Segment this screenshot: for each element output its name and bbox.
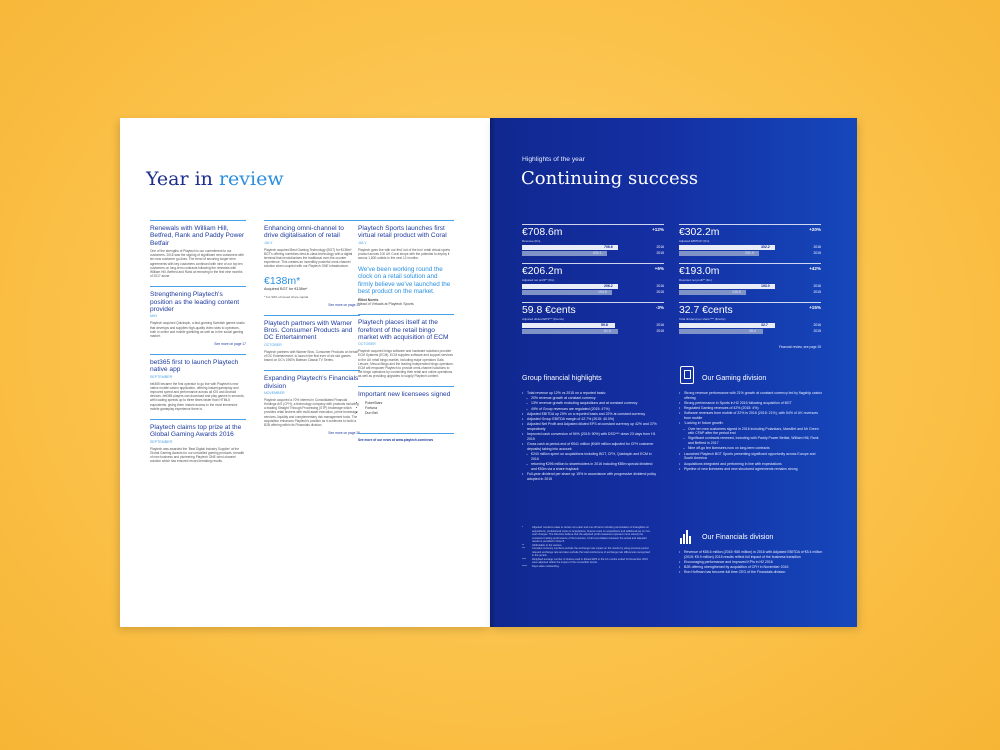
bullet-item: • Revenue of €65.6 million (2015: €60 million) in 2016 with Adjusted EBITDA of €5.4 million (2015: €5.9 million) 2016 results reflect full impact of the business transition [679, 550, 824, 559]
bullet-item: – returning €296 million to shareholders in 2016 including €85m special dividend and €50m via a share buyback [522, 462, 658, 471]
news-body: Playtech was awarded the 'Best Digital Industry Supplier' at the Global Gaming Awards for our unrivalled gaming products, breadth of new business and pioneering Playtech ONE omni-channel solution which has ensured record-breaking results. [150, 446, 245, 464]
news-heading: Expanding Playtech's Financials division [264, 375, 359, 390]
bar-value: 630.1 [593, 251, 602, 255]
bullet-item: • Acquisitions integrated and performing in line with expectations [679, 462, 824, 467]
news-item [358, 386, 454, 414]
kpi-bar-previous [522, 251, 664, 256]
licensee-list [358, 401, 454, 415]
bullet-item: – 49% of Group revenues are regulated (2015: 47%) [522, 407, 658, 412]
footnote-marker: **** [522, 557, 527, 561]
footnote-text: Weighted average number of shares used in diluted EPS in the 12 months ended 31 December 2016 were adjusted reflect the impact of the convertible bonds. [532, 557, 648, 564]
footnote-item [522, 547, 652, 558]
kpi-change: +6% [654, 266, 664, 271]
kpi-bar-chart [522, 323, 664, 335]
year-in-review-title [146, 168, 284, 190]
kpi-bar-chart [522, 284, 664, 296]
bar-year: 2015 [656, 251, 664, 255]
footnote-item [522, 526, 652, 544]
news-body: One of the strengths of Playtech is our commitment to our customers. 2016 saw the signing of significant new customers with ten new customer go-lives. The trend of securing longer term agreements with key customers continued with nine of our top ten customers on long-term contracts following the renewals with William Hill, Betfred and Rank at renewing in the first nine months of 2017 alone. [150, 249, 244, 279]
title-part-1: Year in [146, 168, 219, 190]
kpi-change: +42% [809, 266, 821, 271]
news-heading: bet365 first to launch Playtech native app [150, 358, 239, 374]
quote-title: Head of Virtuals at Playtech Sports [358, 302, 414, 307]
footnote-marker: ***** [522, 564, 528, 568]
footnote-marker: ** [522, 543, 525, 547]
bar-year: 2016 [656, 284, 664, 288]
quote-attribution [358, 298, 454, 306]
kpi-label: Adjusted diluted EPS*** (€cents) [522, 317, 564, 321]
kpi-column-right [679, 224, 821, 341]
footnote-item [522, 565, 652, 569]
news-heading: Playtech places itself at the forefront of the retail bingo market with acquisition of ECM [358, 319, 449, 341]
kpi-value: 59.8 €cents [522, 305, 576, 316]
bar-value: 135.8 [732, 290, 741, 294]
bullet-item: • Total revenue up 12% vs 2015 on a reported basis: [522, 391, 658, 396]
kpi-bar-chart [679, 323, 821, 335]
news-date: SEPTEMBER [150, 374, 173, 379]
bar-value: 61.5 [604, 329, 611, 333]
bar-value: 193.0 [761, 284, 770, 288]
bullet-item: – Significant contracts renewed, including with Paddy Power Betfair, William Hill, Rank and Betfred in 2017 [679, 436, 824, 445]
quote-name: Elliot Norris [358, 298, 379, 303]
news-date: SEPTEMBER [150, 439, 173, 444]
right-page [490, 118, 857, 627]
news-date: NOVEMBER [264, 390, 285, 395]
news-item [264, 220, 360, 307]
bullet-item: • Adjusted Net Profit and Adjusted diluted EPS at constant currency up 42% and 37% respectively [522, 422, 658, 431]
kpi-bar-previous [522, 329, 664, 334]
kpi-change: +20% [809, 227, 821, 232]
kpi-bar-current [679, 245, 821, 250]
see-more-link[interactable]: See more on page 26 [328, 430, 360, 435]
bar-value: 59.8 [601, 323, 608, 327]
footnote-text: Constant currency numbers exclude the exchange rate impact on the results by using previous period relevant exchange rate and also exclude the total cost/income of exchange rate differences recognised in the period. [532, 547, 650, 557]
kpi-bar-chart [679, 245, 821, 257]
acquisition-stat-label: Acquired BGT for €138m* [264, 286, 308, 291]
news-item [150, 354, 246, 411]
bullet-item: • Improved cash conversion of 94% (2015: 90%) with DSO*** down 23 days from H1 2015 [522, 432, 658, 441]
title-part-2: review [218, 168, 284, 190]
kpi-column-left [522, 224, 664, 341]
column-2 [264, 220, 360, 443]
kpi-label: Total dividend per share**** (€cents) [679, 317, 726, 321]
news-body: Playtech acquired Best Gaming Technology (BGT) for €138m*. BGT's offering combines best-in-class technology with a digital terminal that revolutionises the traditional over-the-counter experience. This creates an incredibly powerful omni-channel solution when coupled with our Playtech ONE infrastructure. [264, 247, 353, 269]
bullet-item: • B2B offering strengthened by acquisition of CFH in November 2016 [679, 565, 824, 570]
news-item [264, 315, 360, 363]
kpi-value: €193.0m [679, 266, 720, 277]
kpi-label: Adjusted EBITDA* (€m) [679, 239, 710, 243]
bullet-item: • Gross cash at period-end of €541 million (€469 million adjusted for CFH customer deposits) taking into account: [522, 442, 658, 451]
see-more-link[interactable]: See more on page 17 [214, 341, 246, 346]
bar-year: 2016 [813, 284, 821, 288]
news-date: OCTOBER [358, 342, 376, 347]
kpi-bar-chart [679, 284, 821, 296]
bullet-item: – €240 million spent on acquisitions including BGT, CFH, Quickspin and ECM in 2016 [522, 452, 658, 461]
bar-value: 706.6 [604, 245, 613, 249]
column-1 [150, 220, 246, 471]
gaming-division-list [679, 391, 824, 472]
footnote-text: Days sales outstanding. [532, 564, 560, 568]
highlights-title: Continuing success [521, 168, 699, 189]
acquisition-stat: €138m* [264, 274, 301, 287]
footnotes [522, 526, 652, 568]
kpi-block [522, 302, 664, 341]
kpi-bar-previous [679, 251, 821, 256]
licensee-item: • Fortuna [365, 406, 454, 410]
bullet-item: • Adjusted EBITDA up 20% on a reported basis and 22% at constant currency [522, 412, 658, 417]
news-item [150, 419, 246, 463]
kpi-value: €206.2m [522, 266, 563, 277]
bar-year: 2016 [656, 245, 664, 249]
bar-value: 206.2 [604, 284, 613, 288]
kpi-label: Revenue (€m) [522, 239, 541, 243]
kpi-change: +12% [652, 227, 664, 232]
bullet-item: – Nine off-go ten licensees now on long-term contracts [679, 446, 824, 451]
bar-year: 2016 [813, 323, 821, 327]
highlights-kicker: Highlights of the year [522, 156, 585, 163]
bar-year: 2015 [656, 329, 664, 333]
news-heading: Playtech partners with Warner Bros. Consumer Products and DC Entertainment [264, 319, 353, 342]
bullet-item: • Software revenues from mobile of 22% in 2016 (2015: 21%), with 54% of UK revenues from mobile [679, 411, 824, 420]
kpi-bar-current [679, 284, 821, 289]
bullet-item: – Over ten new customers signed in 2016 including Polarstars, MarsBet and Mr Green with CFAP after the period end [679, 427, 824, 436]
kpi-bar-current [522, 323, 664, 328]
news-date: OCTOBER [264, 342, 282, 347]
licensee-item: • PokerStars [365, 401, 454, 405]
kpi-bar-current [522, 284, 664, 289]
pull-quote: We've been working round the clock on a retail solution and firmly believe we've launched the best product on the market. [358, 266, 451, 295]
footnote-text: Attributable to the owners. [532, 543, 563, 547]
kpi-bar-previous [679, 329, 821, 334]
kpi-block [679, 302, 821, 341]
news-item [150, 286, 246, 346]
news-heading: Important new licensees signed [358, 391, 451, 399]
bar-year: 2015 [813, 251, 821, 255]
bar-value: 28.4 [749, 329, 756, 333]
gaming-division-heading: Our Gaming division [702, 374, 767, 382]
footnote-item [522, 558, 652, 565]
footnote-marker: * [522, 526, 524, 529]
bar-value: 194.8 [598, 290, 607, 294]
kpi-label: Reported net profit** (€m) [679, 278, 712, 282]
kpi-block [679, 224, 821, 263]
news-link[interactable]: See more of our news at www.playtech.com/news [358, 437, 434, 442]
news-body: Playtech acquired bingo software and hardware solutions provider ECM Systems (ECM). ECM supplies software and support services to the UK retail bingo market, including major operators Gala Leisure, Mecca Bingo and the leading independent bingo operators. ECM will empower Playtech to provide omni-channel solutions to the bingo operators by connecting their retail and online operations as well as providing upgrades to supply Playtech content. [358, 349, 454, 379]
kpi-bar-current [679, 323, 821, 328]
group-financial-heading: Group financial highlights [522, 374, 602, 382]
see-more-link[interactable]: See more on page 23 [328, 302, 360, 307]
bullet-item: • Ron Hoffman has become full time CEO of the Financials division [679, 570, 824, 575]
bullet-item: • 'Locking in' future growth: [679, 421, 824, 426]
book-spine-shadow [490, 118, 496, 627]
news-heading: Renewals with William Hill, Betfred, Rank and Paddy Power Betfair [150, 225, 245, 247]
bar-year: 2015 [813, 329, 821, 333]
bar-year: 2015 [656, 290, 664, 294]
news-body: Playtech acquired a 70% interest in Consolidated Financial Holdings A/S (CFH), a technology company with products including a leading Straight Through Processing (STP) brokerage which provides retail brokers with multi-asset execution, prime brokerage services, liquidity and complementary risk management tools. The acquisition enhances Playtech's position as it continues to build a B2B offering within its Financials division. [264, 397, 359, 427]
kpi-value: €708.6m [522, 227, 563, 238]
bullet-item: – 13% revenue growth excluding acquisitions and at constant currency [522, 401, 658, 406]
column-3 [358, 220, 454, 450]
news-date: JULY [264, 240, 273, 245]
bar-chart-icon [680, 528, 692, 544]
news-body: bet365 became the first operator to go live with Playtech's new native mobile casino application, offering instant gameplay and improved speed and performance across all iOS and Android devices. bet365 players can download and play games in seconds, with loading speeds up to three times faster than HTML5 equivalents, giving them instant access to the most immersive mobile gameplay experience there is. [150, 381, 245, 411]
news-body: Playtech acquired Quickspin, a fast-growing Swedish games studio that develops and supplies high-quality video slots to operators, both in online and mobile gambling as well as in the social gaming market. [150, 321, 245, 338]
bar-year: 2016 [813, 245, 821, 249]
news-link-block [358, 433, 454, 442]
financials-division-list [679, 550, 824, 576]
group-financial-list [522, 391, 658, 482]
news-heading: Playtech Sports launches first virtual retail product with Coral [358, 225, 447, 240]
bullet-item: • Full-year dividend per share up 15% in accordance with progressive dividend policy adopted in 2015 [522, 472, 658, 481]
left-page [120, 118, 490, 627]
news-heading: Enhancing omni-channel to drive digitalisation of retail [264, 225, 344, 240]
bar-year: 2016 [656, 323, 664, 327]
news-date: MAY [150, 314, 158, 319]
kpi-change: -3% [655, 305, 664, 310]
bullet-item: • Strong performance in Sports in H2 2016 following acquisition of BGT [679, 401, 824, 406]
licensee-item: • Dun Bet [365, 411, 454, 415]
kpi-block [679, 263, 821, 302]
kpi-value: €302.2m [679, 227, 720, 238]
kpi-label: Adjusted net profit** (€m) [522, 278, 555, 282]
footnote: * For 90% of issued share capital. [264, 294, 309, 299]
kpi-bar-chart [522, 245, 664, 257]
kpi-block [522, 224, 664, 263]
news-heading: Playtech claims top prize at the Global Gaming Awards 2016 [150, 423, 242, 439]
kpi-change: +15% [809, 305, 821, 310]
news-body: Playtech goes live with our first 'out of the box' retail virtual sports product across 100 UK Coral shops with the potential to deploy it across 1,800 outlets in the next 12 months. [358, 247, 450, 261]
bar-value: 32.7 [761, 323, 768, 327]
news-item [264, 370, 360, 435]
bar-value: 302.2 [761, 245, 770, 249]
bar-year: 2015 [813, 290, 821, 294]
bar-value: 251.9 [745, 251, 754, 255]
kpi-block [522, 263, 664, 302]
news-item [358, 220, 454, 306]
kpi-bar-previous [522, 290, 664, 295]
kpi-bar-previous [679, 290, 821, 295]
bullet-item: • Launched Playtech BGT Sports presenting significant opportunity across Europe and South America [679, 452, 824, 461]
news-heading: Strengthening Playtech's position as the leading content provider [150, 291, 240, 313]
kpi-bar-current [522, 245, 664, 250]
news-date: JULY [358, 240, 367, 245]
bullet-item: • Encouraging performance and improved KPIs in H2 2016 [679, 560, 824, 565]
kpi-value: 32.7 €cents [679, 305, 733, 316]
news-body: Playtech partners with Warner Bros. Consumer Products on behalf of DC Entertainment, to launch the first ever of six slot games based on DC's 1960's Batman Classic TV Series. [264, 349, 358, 362]
financial-review-link[interactable]: Financial review, see page 28 [779, 345, 821, 349]
news-item [150, 220, 246, 278]
footnote-marker: *** [522, 547, 526, 550]
bullet-item: • Regulated Gaming revenues of 42% (2015: 4%) [679, 406, 824, 411]
mobile-phone-icon [680, 366, 694, 384]
bullet-item: – 20% revenue growth at constant currency [522, 396, 658, 401]
news-item [358, 314, 454, 378]
financials-division-heading: Our Financials division [702, 533, 774, 541]
bullet-item: • Adjusted Group EBITDA margin of 42.7% (2015: 40.0%) [522, 417, 658, 422]
bullet-item: • Strong revenue performance with 21% growth at constant currency led by flagship casino offering [679, 391, 824, 400]
bullet-item: • Pipeline of new licensees and new structured agreements remains strong [679, 467, 824, 472]
footnote-text: Adjusted numbers relate to certain non-cash and one-off items including amortisation of intangibles on acquisitions, professional costs on acquisitions, finance costs on acquisitions and additional tax on non-cash charges. The Directors believe that the adjusted profit measures represent more closely the consistent trading performance of the business. A full reconciliation between the actual and adjusted results is provided in Note 8. [532, 526, 651, 543]
